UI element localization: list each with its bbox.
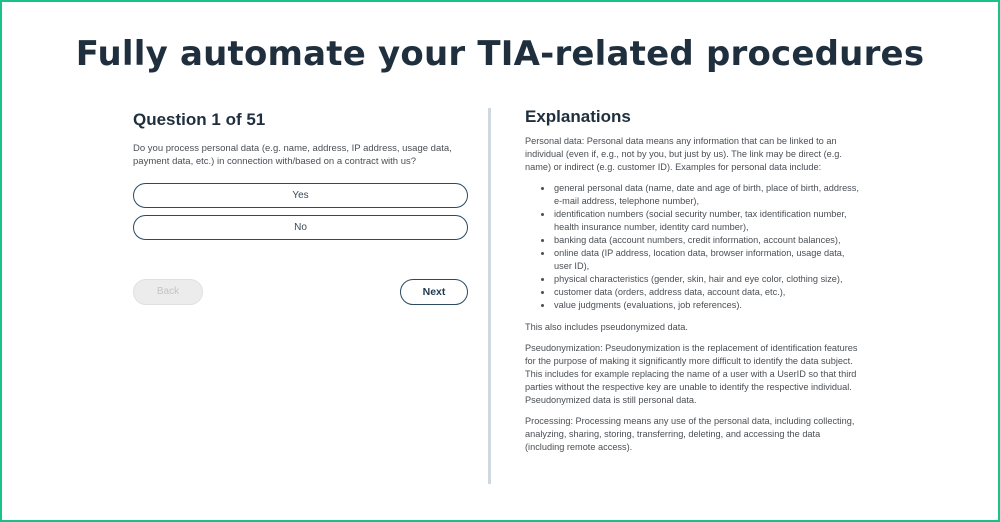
personal-data-intro: Personal data: Personal data means any information that can be linked to an individual (even if, e.g., not by you, but just by us). The link may be direct (e.g. name) or indirect (e.g. customer ID). Examples for personal data include: bbox=[525, 136, 842, 172]
pseudonymized-note: This also includes pseudonymized data. bbox=[525, 322, 688, 332]
next-button[interactable]: Next bbox=[400, 279, 468, 305]
personal-data-examples bbox=[525, 182, 860, 312]
navigation-row bbox=[133, 279, 469, 305]
answer-no-button[interactable]: No bbox=[133, 215, 468, 240]
question-panel bbox=[133, 110, 469, 247]
question-text: Do you process personal data (e.g. name, address, IP address, usage data, payment data, etc.) in connection with/based on a contract with us? bbox=[133, 143, 452, 167]
back-button[interactable]: Back bbox=[133, 279, 203, 305]
page-headline: Fully automate your TIA-related procedures bbox=[75, 34, 925, 74]
list-item: general personal data (name, date and age of birth, place of birth, address, e-mail address, telephone number), bbox=[539, 182, 860, 208]
explanations-title: Explanations bbox=[525, 107, 631, 126]
list-item: online data (IP address, location data, browser information, usage data, user ID), bbox=[539, 247, 860, 273]
list-item: banking data (account numbers, credit information, account balances), bbox=[539, 234, 860, 247]
list-item: identification numbers (social security number, tax identification number, health insurance number, identity card number), bbox=[539, 208, 860, 234]
panel-divider bbox=[488, 108, 491, 484]
answer-yes-button[interactable]: Yes bbox=[133, 183, 468, 208]
list-item: customer data (orders, address data, account data, etc.), bbox=[539, 286, 860, 299]
processing-explanation: Processing: Processing means any use of the personal data, including collecting, analyzing, sharing, storing, transferring, deleting, and accessing the data (including remote access). bbox=[525, 416, 855, 452]
question-counter: Question 1 of 51 bbox=[133, 110, 266, 129]
list-item: value judgments (evaluations, job references). bbox=[539, 299, 860, 312]
list-item: physical characteristics (gender, skin, hair and eye color, clothing size), bbox=[539, 273, 860, 286]
pseudonymization-explanation: Pseudonymization: Pseudonymization is the replacement of identification features for the purpose of making it significantly more difficult to identify the data subject. This includes for example replacing the name of a user with a UserID so that third parties without the respective key are unable to identify the respective individual. Pseudonymized data is still personal data. bbox=[525, 343, 858, 405]
explanations-panel bbox=[525, 107, 860, 462]
